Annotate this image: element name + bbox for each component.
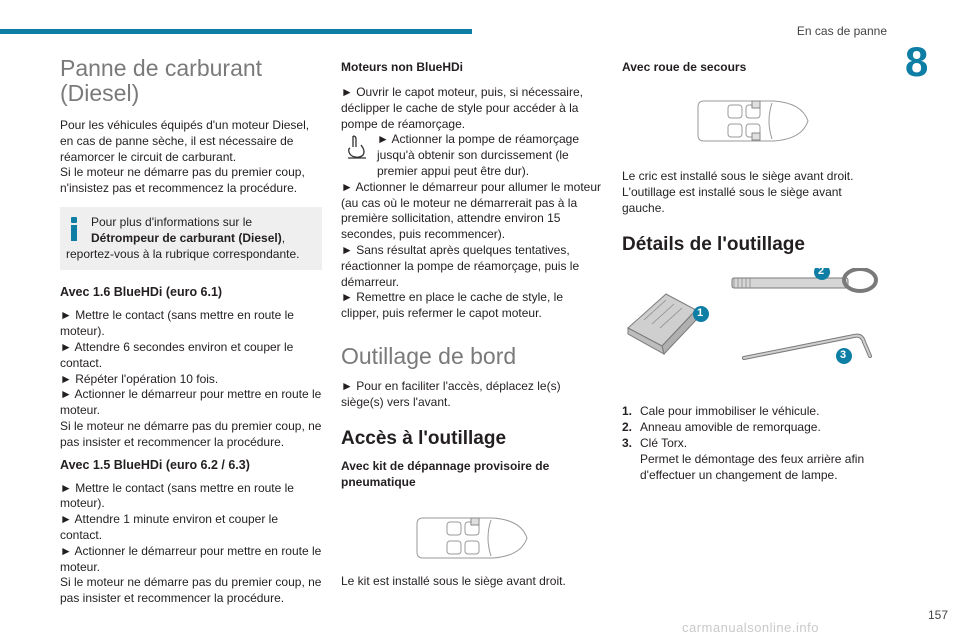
list-item-text: Anneau amovible de remorquage.: [640, 420, 821, 435]
step-1-6-2: ► Attendre 6 secondes environ et couper le contact.: [60, 339, 294, 370]
title-outillage-de-bord: Outillage de bord: [341, 342, 517, 369]
list-item: [622, 420, 884, 436]
list-item: [622, 436, 884, 483]
step-1-5-4: Si le moteur ne démarre pas du premier coup, ne pas insister et recommencer la procédure.: [60, 575, 322, 606]
title-acces-outillage: Accès à l'outillage: [341, 427, 507, 449]
outillage-access-text: ► Pour en faciliter l'accès, déplacez le(s) siège(s) vers l'avant.: [341, 378, 561, 409]
list-item: [622, 404, 884, 420]
info-icon: [68, 217, 80, 241]
wheel-chock-icon: [628, 294, 698, 354]
kit-location-text: Le kit est installé sous le siège avant droit.: [341, 573, 566, 588]
towing-eye-icon: [732, 269, 876, 291]
title-panne-carburant: Panne de carburant (Diesel): [60, 55, 263, 106]
subtitle-kit-depannage: Avec kit de dépannage provisoire de pneumatique: [341, 458, 550, 489]
subtitle-1-5-bluehdi: Avec 1.5 BlueHDi (euro 6.2 / 6.3): [60, 457, 250, 472]
step-1-6-5: Si le moteur ne démarre pas du premier coup, ne pas insister et recommencer la procédure.: [60, 418, 322, 449]
column-1: [60, 54, 322, 607]
step-retry: ► Sans résultat après quelques tentatives, réactionner la pompe de réamorçage, puis le démarreur.: [341, 242, 580, 289]
thumb-press-icon: [345, 134, 369, 160]
badge-1-label: 1: [697, 307, 704, 320]
step-1-5-1: ► Mettre le contact (sans mettre en route le moteur).: [60, 480, 294, 511]
step-1-6-3: ► Répéter l'opération 10 fois.: [60, 371, 219, 386]
badge-3-label: 3: [840, 349, 847, 362]
step-1-6-1: ► Mettre le contact (sans mettre en route le moteur).: [60, 308, 294, 339]
pump-step: [341, 132, 603, 179]
car-top-view-icon-2: [694, 93, 812, 149]
tools-list: [622, 404, 884, 483]
header-accent-bar: [0, 29, 472, 34]
list-item-title: Clé Torx.: [640, 435, 688, 450]
step-open-hood: ► Ouvrir le capot moteur, puis, si nécessaire, déclipper le cache de style pour accéder à la pompe de réamorçage.: [341, 85, 583, 131]
car-top-view-icon: [413, 510, 531, 566]
column-3: [622, 54, 884, 483]
chapter-number: 8: [905, 38, 929, 85]
info-text-post: , reportez-vous à la rubrique correspondante.: [66, 230, 300, 261]
intro-paragraph: Pour les véhicules équipés d'un moteur Diesel, en cas de panne sèche, il est nécessaire de réamorcer le circuit de carburant.: [60, 118, 310, 164]
page-number: 157: [927, 608, 948, 622]
subtitle-roue-secours: Avec roue de secours: [622, 60, 747, 74]
watermark: carmanualsonline.info: [682, 620, 819, 635]
step-1-6-4: ► Actionner le démarreur pour mettre en route le moteur.: [60, 387, 322, 418]
section-title: En cas de panne: [796, 24, 887, 38]
badge-2-label: 2: [818, 265, 825, 278]
subtitle-non-bluehdi: Moteurs non BlueHDi: [341, 60, 463, 74]
step-1-5-3: ► Actionner le démarreur pour mettre en route le moteur.: [60, 543, 322, 574]
step-starter: ► Actionner le démarreur pour allumer le moteur (au cas où le moteur ne démarrerait pas à la première sollicitation, attendre environ 15 secondes, puis recommencer).: [341, 179, 601, 242]
list-item-number: 3.: [622, 435, 633, 450]
list-item-number: 2.: [622, 420, 633, 435]
jack-location-text: Le cric est installé sous le siège avant droit.: [622, 169, 854, 183]
subtitle-1-6-bluehdi: Avec 1.6 BlueHDi (euro 6.1): [60, 285, 223, 300]
column-2: [341, 54, 603, 589]
step-pump-text: ► Actionner la pompe de réamorçage jusqu'à obtenir son durcissement (le premier appui peut être dur).: [377, 132, 579, 178]
intro-paragraph-2: Si le moteur ne démarre pas du premier coup, n'insistez pas et recommencez la procédure.: [60, 165, 305, 196]
info-text-pre: Pour plus d'informations sur le: [91, 214, 253, 229]
info-text-bold: Détrompeur de carburant (Diesel): [91, 230, 282, 245]
list-item-extra: Permet le démontage des feux arrière afin d'effectuer un changement de lampe.: [640, 451, 865, 482]
list-item-text: Cale pour immobiliser le véhicule.: [640, 404, 820, 419]
tools-illustration: [622, 265, 884, 368]
title-details-outillage: Détails de l'outillage: [622, 234, 805, 256]
list-item-text: [640, 436, 884, 483]
step-replace-cover: ► Remettre en place le cache de style, le clipper, puis refermer le capot moteur.: [341, 290, 563, 321]
step-1-5-2: ► Attendre 1 minute environ et couper le contact.: [60, 512, 279, 542]
info-text: [66, 215, 316, 262]
list-item-number: 1.: [622, 404, 633, 419]
info-box: [60, 207, 322, 270]
tools-location-text: L'outillage est installé sous le siège avant gauche.: [622, 184, 842, 215]
